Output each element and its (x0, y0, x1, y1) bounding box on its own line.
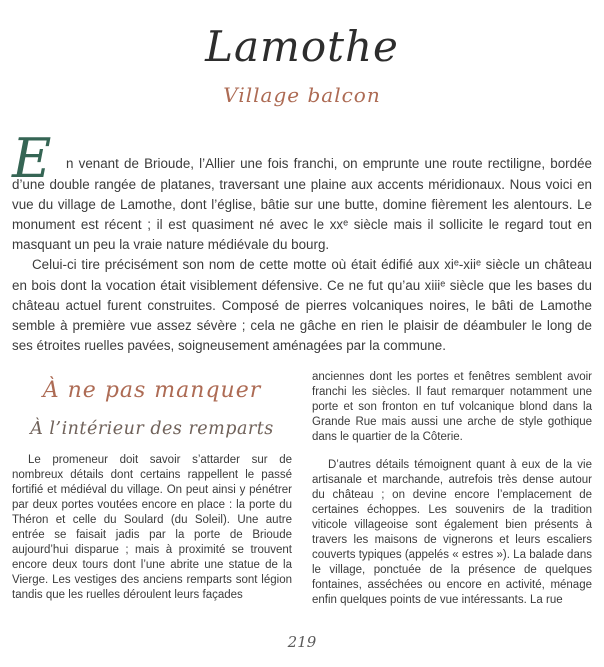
intro-section (12, 127, 592, 356)
intro-paragraph-2: Celui-ci tire précisément son nom de cette motte où était édifié aux xiᵉ-xiiᵉ siècle un château en bois dont la vocation était visiblement défensive. Ce ne fut qu’au xiiiᵉ siècle que les bases du château actuel furent construites. Composé de pierres volcaniques noires, le bâti de Lamothe semble à première vue assez sévère ; cela ne gâche en rien le plaisir de déambuler le long de ses étroites ruelles pavées, soigneusement aménagées par la commune. (12, 257, 592, 354)
intro-paragraph-1 (12, 127, 592, 255)
section-subheading: À l’intérieur des remparts (30, 418, 274, 439)
two-column-section (12, 370, 592, 608)
right-column-paragraph-2: D’autres détails témoignent quant à eux de la vie artisanale et marchande, autrefois très dense autour du château ; on devine encore l’emplacement de certaines échoppes. Les souvenirs de la tradition viticole villageoise sont également bien présents à travers les maisons de vignerons et leurs escaliers couverts typiques (appelés « estres »). La balade dans le village, ponctuée de la présence de quelques fontaines, asséchées ou encore en activité, ménage enfin quelques points de vue intéressants. La rue (312, 459, 592, 607)
left-column (12, 370, 292, 608)
page-title: Lamothe (205, 22, 399, 71)
section-heading: À ne pas manquer (42, 378, 262, 404)
intro-paragraph-1-text: n venant de Brioude, l’Allier une fois franchi, on emprunte une route rectiligne, bordée d’une double rangée de platanes, traversant une plaine aux accents méridionaux. Nous voici en vue du village de Lamothe, dont l’église, bâtie sur une butte, domine fièrement les alentours. Le monument est récent ; il est quasiment né avec le xxᵉ siècle mais il sollicite le regard tout en masquant un peu la vraie nature médiévale du bourg. (12, 156, 592, 253)
page-number: 219 (287, 633, 317, 651)
drop-cap-letter: E (12, 127, 52, 191)
right-column (312, 370, 592, 608)
page-subtitle: Village balcon (223, 83, 381, 108)
right-column-paragraph-1: anciennes dont les portes et fenêtres semblent avoir franchi les siècles. Il faut remarquer notamment une porte et son fronton en tuf volcanique blond dans la Grande Rue mais aussi une arche de style gothique dans le quartier de la Côterie. (312, 371, 592, 444)
left-column-paragraph: Le promeneur doit savoir s’attarder sur de nombreux détails dont certains rappellent le passé fortifié et médiéval du village. On peut ainsi y pénétrer par deux portes voutées encore en place : la porte du Théron et celle du Soulard (du Soleil). Une autre entrée se faisait jadis par la porte de Brioude aujourd’hui disparue ; mais à proximité se trouvent encore deux tours dont l’une abrite une statue de la Vierge. Les vestiges des anciens remparts sont légion tandis que les ruelles déroulent leurs façades (12, 453, 292, 601)
